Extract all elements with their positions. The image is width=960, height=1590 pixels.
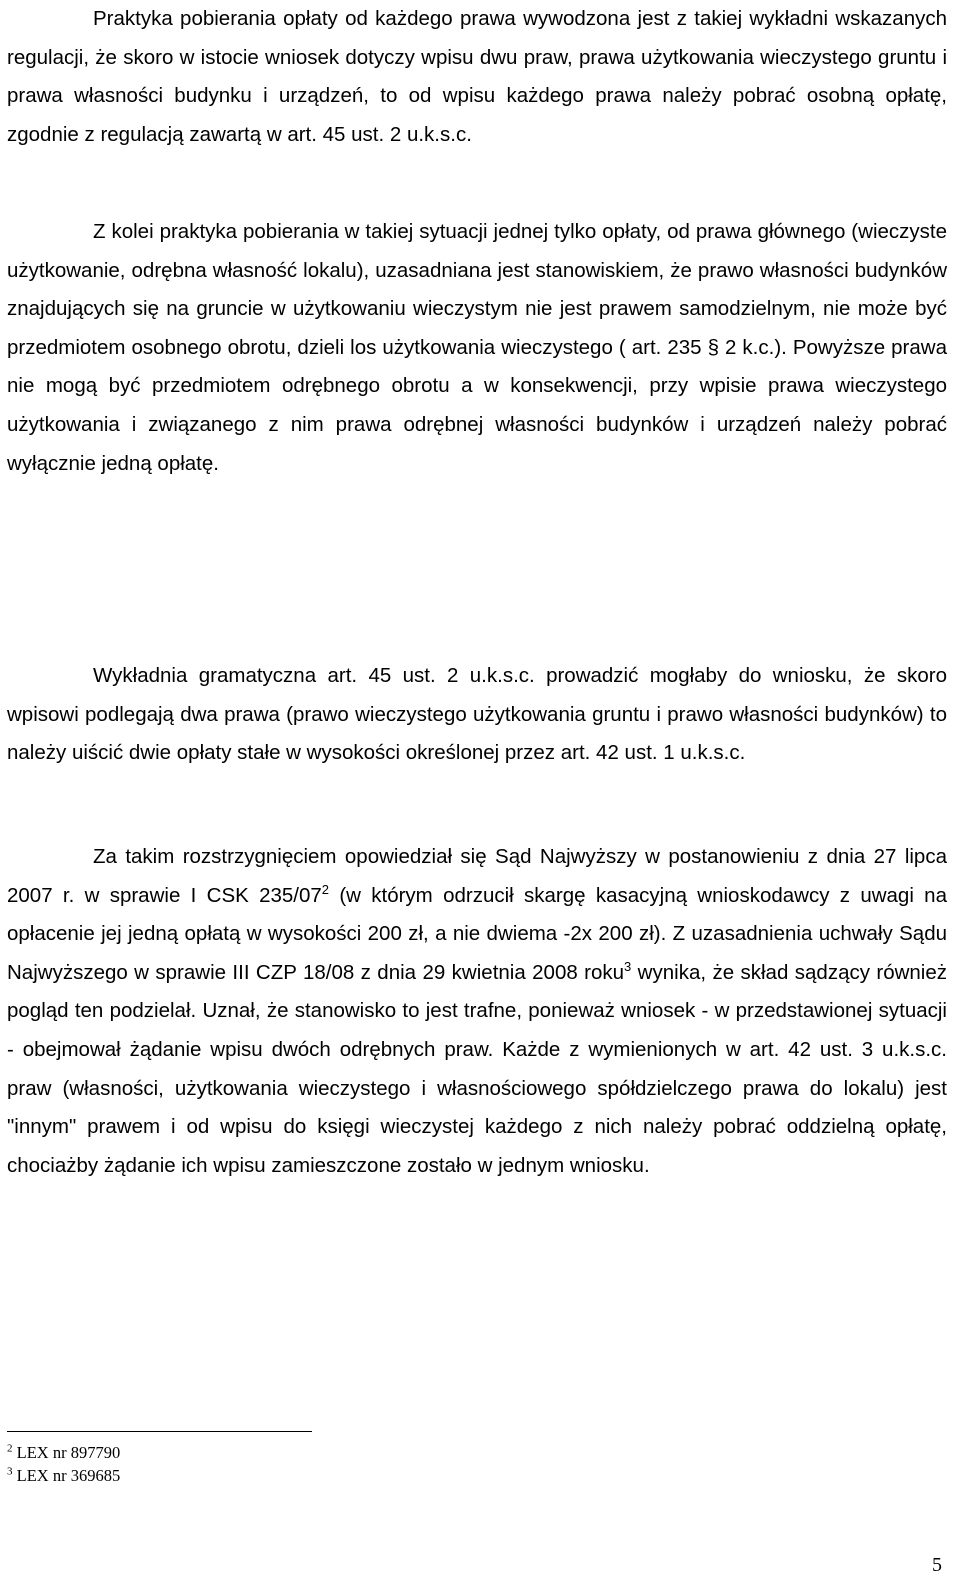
footnote-2 bbox=[7, 1443, 120, 1463]
paragraph-3: Wykładnia gramatyczna art. 45 ust. 2 u.k.s.c. prowadzić mogłaby do wniosku, że skoro wpisowi podlegają dwa prawa (prawo wieczystego użytkowania gruntu i prawo własności budynków) to należy uiścić dwie opłaty stałe w wysokości określonej przez art. 42 ust. 1 u.k.s.c. bbox=[7, 664, 947, 765]
footnote-separator bbox=[7, 1431, 312, 1432]
paragraph-4-text-a: Za takim rozstrzygnięciem opowiedział się Sąd Najwyższy w postanowieniu z dnia 27 lipca 2007 r. w sprawie I CSK 235/07 bbox=[7, 845, 947, 907]
footnote-2-text: LEX nr 897790 bbox=[12, 1443, 121, 1462]
paragraph-4-text-b: (w którym odrzucił skargę kasacyjną wnioskodawcy z uwagi na opłacenie jej jedną opłatą w wysokości 200 zł, a nie dwiema -2x 200 zł). Z uzasadnienia uchwały Sądu Najwyższego w sprawie III CZP 18/08 z dnia 29 kwietnia 2008 roku bbox=[7, 883, 947, 984]
footnote-2-number: 2 bbox=[7, 1442, 13, 1455]
paragraph-1 bbox=[7, 0, 947, 154]
footnote-ref-2[interactable]: 2 bbox=[321, 881, 330, 897]
page-number: 5 bbox=[932, 1554, 942, 1576]
footnote-3-number: 3 bbox=[7, 1465, 13, 1478]
footnote-3 bbox=[7, 1466, 120, 1486]
paragraph-4-text-c: wynika, że skład sądzący również pogląd ten podzielał. Uznał, że stanowisko to jest trafne, ponieważ wniosek - w przedstawionej sytuacji - obejmował żądanie wpisu dwóch odrębnych praw. Każde z wymienionych w art. 42 ust. 3 u.k.s.c. praw (własności, użytkowania wieczystego i własnościowego spółdzielczego prawa do lokalu) jest "innym" prawem i od wpisu do księgi wieczystej każdego z nich należy pobrać oddzielną opłatę, chociażby żądanie ich wpisu zamieszczone zostało w jednym wniosku. bbox=[7, 960, 948, 1177]
paragraph-1-text: Praktyka pobierania opłaty od każdego prawa wywodzona jest z takiej wykładni wskazanych regulacji, że skoro w istocie wniosek dotyczy wpisu dwu praw, prawa użytkowania wieczystego gruntu i prawa własności budynku i urządzeń, to od wpisu każdego prawa należy pobrać osobną opłatę, zgodnie z regulacją zawartą w art. 45 ust. 2 u.k.s.c. bbox=[7, 7, 947, 146]
paragraph-4 bbox=[7, 838, 947, 1185]
footnote-3-text: LEX nr 369685 bbox=[12, 1466, 121, 1485]
paragraph-2: Z kolei praktyka pobierania w takiej sytuacji jednej tylko opłaty, od prawa głównego (wieczyste użytkowanie, odrębna własność lokalu), uzasadniana jest stanowiskiem, że prawo własności budynków znajdujących się na gruncie w użytkowaniu wieczystym nie jest prawem samodzielnym, nie może być przedmiotem osobnego obrotu, dzieli los użytkowania wieczystego ( art. 235 § 2 k.c.). Powyższe prawa nie mogą być przedmiotem odrębnego obrotu a w konsekwencji, przy wpisie prawa wieczystego użytkowania i związanego z nim prawa odrębnej własności budynków i urządzeń należy pobrać wyłącznie jedną opłatę. bbox=[7, 220, 947, 475]
footnote-ref-3[interactable]: 3 bbox=[624, 958, 632, 974]
